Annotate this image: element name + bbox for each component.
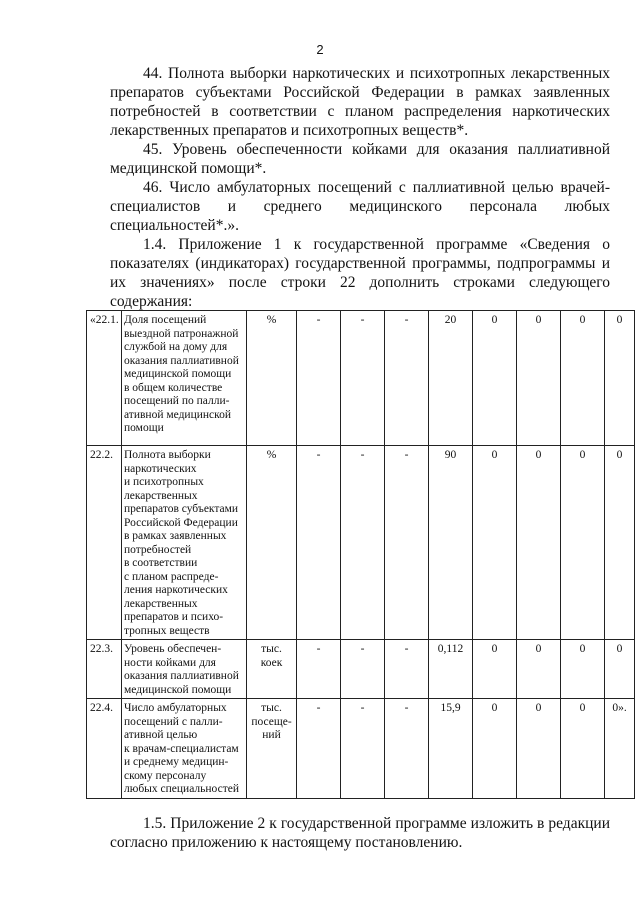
- table-row: [87, 311, 635, 446]
- indicator-name-line: и среднему медицин-: [124, 756, 229, 768]
- value-cell: -: [297, 311, 341, 446]
- value-cell: -: [385, 699, 429, 799]
- value-cell: 0: [561, 446, 605, 640]
- paragraph-46: 46. Число амбулаторных посещений с паллиативной целью врачей-специалистов и среднего медицинского персонала любых специальностей*.».: [110, 179, 610, 234]
- value-cell: -: [341, 699, 385, 799]
- value-cell: 0: [605, 311, 635, 446]
- value-cell: 0: [605, 446, 635, 640]
- indicators-table: [86, 310, 635, 799]
- indicator-name-line: Полнота выборки: [124, 449, 211, 461]
- indicator-name-line: медицинской помощи: [124, 683, 232, 696]
- indicator-name: [122, 311, 247, 446]
- value-cell: 0: [473, 311, 517, 446]
- page-number: 2: [316, 42, 324, 57]
- value-cell: 0: [561, 640, 605, 699]
- value-cell: -: [297, 640, 341, 699]
- paragraph-1-5: 1.5. Приложение 2 к государственной программе изложить в редакции согласно приложению к настоящему постановлению.: [110, 815, 610, 851]
- indicator-name-line: Российской Федерации: [124, 516, 238, 529]
- closing-text: [110, 814, 610, 852]
- table-body: [87, 311, 635, 799]
- value-cell: -: [297, 446, 341, 640]
- value-cell: 20: [429, 311, 473, 446]
- table-row: [87, 446, 635, 640]
- indicator-name: [122, 699, 247, 799]
- indicator-name-line: лекарственных: [124, 489, 198, 502]
- value-cell: 0: [473, 699, 517, 799]
- value-cell: 0: [517, 446, 561, 640]
- value-cell: 0: [473, 446, 517, 640]
- indicator-name-line: потребностей: [124, 543, 192, 556]
- indicator-name-line: в общем количестве: [124, 381, 223, 394]
- value-cell: 0,112: [429, 640, 473, 699]
- value-cell: -: [297, 699, 341, 799]
- indicator-name-line: ности койками для: [124, 656, 216, 669]
- paragraph-1-4: 1.4. Приложение 1 к государственной программе «Сведения о показателях (индикаторах) государственной программы, подпрограммы и их значениях» после строки 22 дополнить строками следующего содержания:: [110, 236, 610, 310]
- value-cell: -: [385, 640, 429, 699]
- value-cell: 0: [517, 640, 561, 699]
- value-cell: 0: [561, 311, 605, 446]
- indicator-name-line: и психотропных: [124, 476, 204, 488]
- indicator-name-line: в соответствии: [124, 557, 198, 569]
- row-number: 22.3.: [87, 640, 122, 699]
- table-row: [87, 640, 635, 699]
- indicator-name-line: к врачам-специалистам: [124, 742, 239, 755]
- indicator-name-line: посещений с палли-: [124, 715, 223, 728]
- indicator-name-line: любых специальностей: [124, 783, 239, 795]
- value-cell: -: [341, 640, 385, 699]
- value-cell: -: [341, 446, 385, 640]
- indicator-name-line: оказания паллиативной: [124, 354, 239, 367]
- value-cell: 0: [605, 640, 635, 699]
- paragraph-45: 45. Уровень обеспеченности койками для оказания паллиативной медицинской помощи*.: [110, 141, 610, 177]
- table-row: [87, 699, 635, 799]
- unit: %: [247, 311, 297, 446]
- row-number: «22.1.: [87, 311, 122, 446]
- value-cell: 0: [561, 699, 605, 799]
- indicator-name-line: Уровень обеспечен-: [124, 643, 222, 655]
- value-cell: 90: [429, 446, 473, 640]
- indicator-name-line: Число амбулаторных: [124, 702, 227, 714]
- indicator-name-line: помощи: [124, 422, 164, 434]
- row-number: 22.2.: [87, 446, 122, 640]
- indicator-name-line: оказания паллиативной: [124, 670, 239, 682]
- unit: %: [247, 446, 297, 640]
- indicator-name-line: медицинской помощи: [124, 368, 232, 380]
- unit: тыс. коек: [247, 640, 297, 699]
- indicator-name-line: скому персоналу: [124, 769, 207, 782]
- value-cell: -: [341, 311, 385, 446]
- indicator-name-line: лекарственных: [124, 597, 198, 610]
- unit: тыс. посеще-ний: [247, 699, 297, 799]
- indicator-name-line: ативной медицинской: [124, 408, 232, 421]
- indicator-name-line: наркотических: [124, 462, 197, 475]
- indicator-name: [122, 446, 247, 640]
- indicator-name-line: тропных веществ: [124, 624, 210, 637]
- indicator-name-line: препаратов и психо-: [124, 611, 224, 623]
- value-cell: 0: [517, 311, 561, 446]
- indicator-name: [122, 640, 247, 699]
- paragraph-44: 44. Полнота выборки наркотических и психотропных лекарственных препаратов субъектами Российской Федерации в рамках заявленных потребностей в соответствии с планом распределения наркотических лекарственных препаратов и психотропных веществ*.: [110, 65, 610, 139]
- indicator-name-line: Доля посещений: [124, 314, 207, 326]
- indicator-name-line: в рамках заявленных: [124, 530, 227, 542]
- value-cell: 15,9: [429, 699, 473, 799]
- indicator-name-line: ления наркотических: [124, 584, 228, 596]
- body-text: [110, 64, 610, 311]
- indicator-name-line: с планом распреде-: [124, 570, 219, 583]
- indicator-name-line: ативной целью: [124, 729, 198, 741]
- indicator-name-line: службой на дому для: [124, 341, 228, 353]
- row-number: 22.4.: [87, 699, 122, 799]
- value-cell: 0».: [605, 699, 635, 799]
- indicator-name-line: препаратов субъектами: [124, 503, 239, 515]
- indicator-name-line: выездной патронажной: [124, 327, 239, 340]
- value-cell: 0: [473, 640, 517, 699]
- value-cell: -: [385, 311, 429, 446]
- value-cell: -: [385, 446, 429, 640]
- indicator-name-line: посещений по палли-: [124, 395, 230, 407]
- value-cell: 0: [517, 699, 561, 799]
